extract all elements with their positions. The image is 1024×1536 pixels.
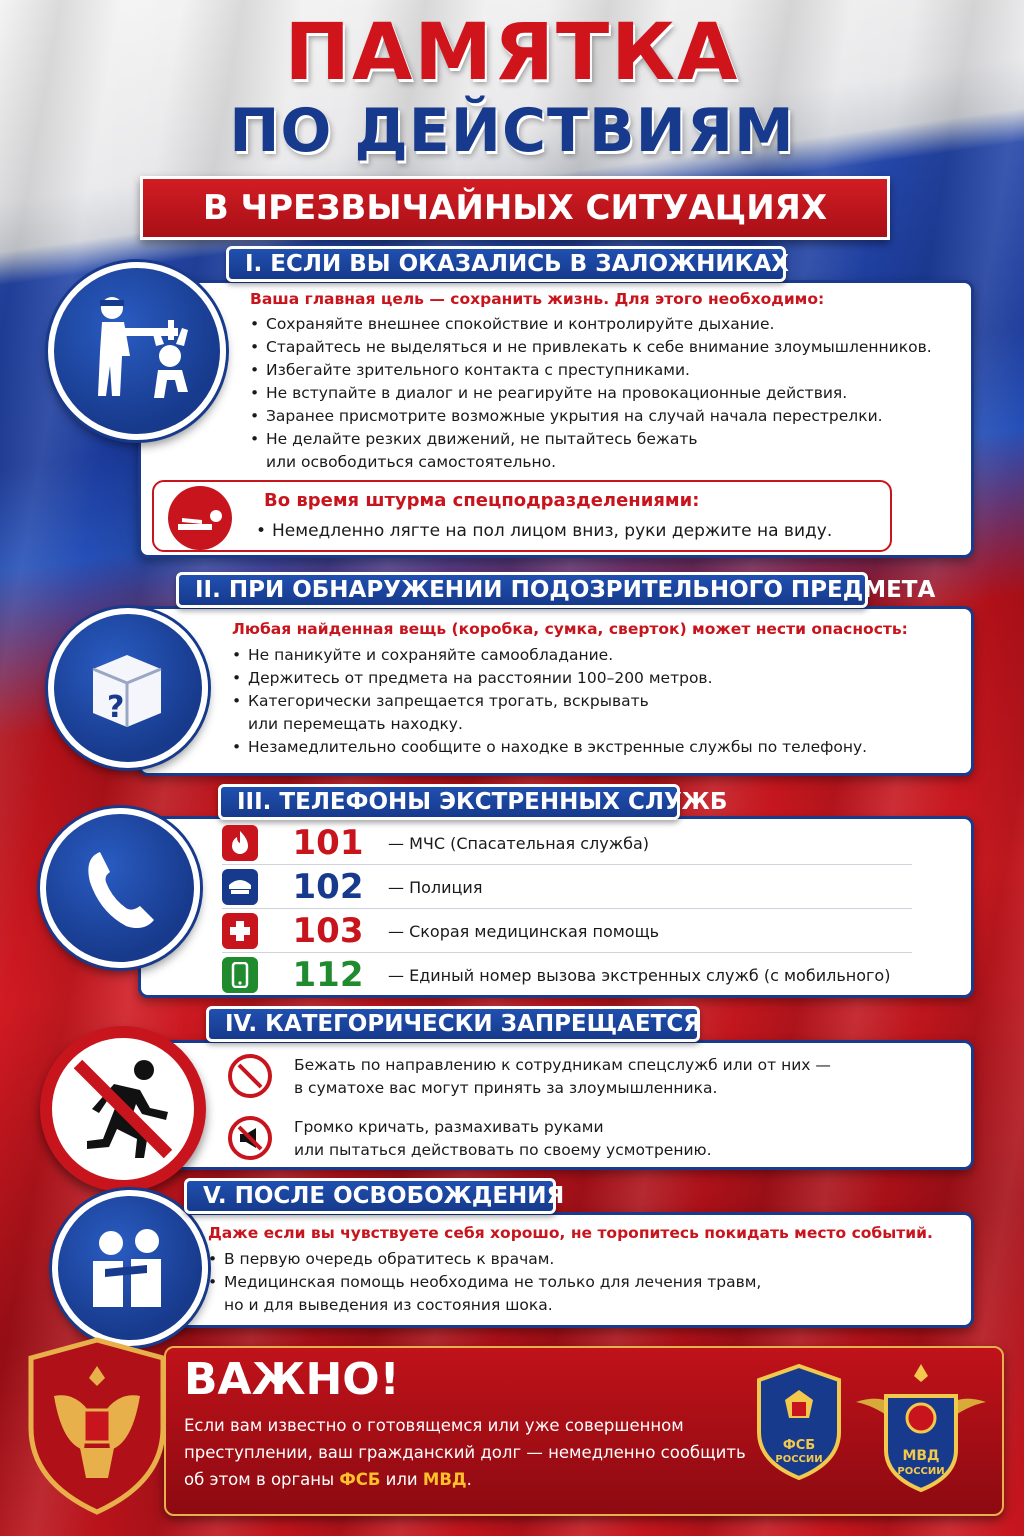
- fsb-badge-title: ФСБ: [782, 1438, 816, 1453]
- section-phones-title: III. ТЕЛЕФОНЫ ЭКСТРЕННЫХ СЛУЖБ: [237, 789, 728, 815]
- phone-row-102: [222, 866, 912, 909]
- list-item: • Медицинская помощь необходима не только для лечения травм, но и для выведения из состояния шока.: [208, 1271, 958, 1317]
- prohibited-icon: [228, 1054, 272, 1098]
- section-after-title: V. ПОСЛЕ ОСВОБОЖДЕНИЯ: [203, 1183, 565, 1209]
- phone-row-103: [222, 910, 912, 953]
- section-phones-heading: [218, 784, 728, 820]
- hostage-icon: [48, 262, 226, 440]
- suspicious-package-icon: [48, 608, 208, 768]
- important-text: [184, 1412, 764, 1493]
- mvd-emblem-icon: [846, 1356, 996, 1496]
- section-hostages-list: [250, 313, 960, 474]
- police-cap-icon: [222, 869, 258, 905]
- phone-number: 101: [292, 823, 364, 863]
- section-suspicious-list: [232, 644, 952, 759]
- no-running-icon: [40, 1026, 206, 1192]
- section-hostages-title: I. ЕСЛИ ВЫ ОКАЗАЛИСЬ В ЗАЛОЖНИКАХ: [245, 251, 790, 277]
- fsb-emblem-icon: [754, 1362, 844, 1482]
- list-item: • Заранее присмотрите возможные укрытия на случай начала перестрелки.: [250, 405, 960, 428]
- medical-cross-icon: [222, 913, 258, 949]
- phone-number: 103: [292, 911, 364, 951]
- support-people-icon: [52, 1190, 208, 1346]
- phone-description: — Полиция: [388, 877, 483, 897]
- highlight-fsb: ФСБ: [339, 1470, 381, 1489]
- phone-description: — МЧС (Спасательная служба): [388, 833, 650, 853]
- section-suspicious-lead: Любая найденная вещь (коробка, сумка, сверток) может нести опасность:: [232, 620, 908, 638]
- prohibited-item: [228, 1054, 831, 1100]
- section-after-list: [208, 1248, 958, 1317]
- important-text-end: .: [466, 1470, 472, 1489]
- svg-text:?: ?: [107, 690, 125, 725]
- list-item: • Немедленно лягте на пол лицом вниз, руки держите на виду.: [256, 520, 876, 543]
- section-suspicious-title: II. ПРИ ОБНАРУЖЕНИИ ПОДОЗРИТЕЛЬНОГО ПРЕДМЕТА: [195, 577, 936, 603]
- mvd-badge-title: МВД: [902, 1448, 940, 1464]
- section-prohibited-title: IV. КАТЕГОРИЧЕСКИ ЗАПРЕЩАЕТСЯ: [225, 1011, 701, 1037]
- phone-number: 112: [292, 955, 364, 995]
- poster-subtitle: ПО ДЕЙСТВИЯМ: [229, 96, 795, 166]
- important-title: ВАЖНО!: [184, 1354, 400, 1405]
- no-megaphone-icon: [228, 1116, 272, 1160]
- important-text-main: Если вам известно о готовящемся или уже совершенном преступлении, ваш гражданский долг — немедленно сообщить об этом в органы: [184, 1416, 746, 1489]
- section-after-lead: Даже если вы чувствуете себя хорошо, не торопитесь покидать место событий.: [208, 1224, 933, 1242]
- prohibited-text: Бежать по направлению к сотрудникам спецслужб или от них — в суматохе вас могут принять за злоумышленника.: [294, 1056, 831, 1097]
- list-item: • Не паникуйте и сохраняйте самообладание.: [232, 644, 952, 667]
- storm-box: [152, 480, 892, 552]
- lying-person-icon: [168, 486, 232, 550]
- storm-list: [256, 520, 876, 543]
- important-box: [164, 1346, 1004, 1516]
- list-item: • Сохраняйте внешнее спокойствие и контролируйте дыхание.: [250, 313, 960, 336]
- fsb-badge-subtitle: РОССИИ: [775, 1454, 823, 1465]
- phone-description: — Единый номер вызова экстренных служб (с мобильного): [388, 965, 891, 985]
- list-item: • Незамедлительно сообщите о находке в экстренные службы по телефону.: [232, 736, 952, 759]
- highlight-mvd: МВД: [422, 1470, 467, 1489]
- list-item: • Избегайте зрительного контакта с преступниками.: [250, 359, 960, 382]
- section-suspicious-heading: [176, 572, 936, 608]
- section-hostages-heading: [226, 246, 790, 282]
- section-after-heading: [184, 1178, 565, 1214]
- ribbon-text: В ЧРЕЗВЫЧАЙНЫХ СИТУАЦИЯХ: [202, 188, 828, 228]
- phone-row-112: [222, 954, 912, 996]
- list-item: • Не делайте резких движений, не пытайтесь бежать или освободиться самостоятельно.: [250, 428, 960, 474]
- russian-coat-of-arms-icon: [24, 1336, 170, 1516]
- list-item: • Не вступайте в диалог и не реагируйте на провокационные действия.: [250, 382, 960, 405]
- list-item: • Старайтесь не выделяться и не привлекать к себе внимание злоумышленников.: [250, 336, 960, 359]
- section-hostages-lead: Ваша главная цель — сохранить жизнь. Для этого необходимо:: [250, 290, 825, 308]
- prohibited-item: [228, 1116, 712, 1162]
- list-item: • В первую очередь обратитесь к врачам.: [208, 1248, 958, 1271]
- important-text-or: или: [380, 1470, 423, 1489]
- phone-handset-icon: [40, 808, 200, 968]
- list-item: • Держитесь от предмета на расстоянии 100–200 метров.: [232, 667, 952, 690]
- phone-row-101: [222, 822, 912, 865]
- phone-description: — Скорая медицинская помощь: [388, 921, 660, 941]
- section-prohibited-heading: [206, 1006, 700, 1042]
- phone-number: 102: [292, 867, 364, 907]
- title-ribbon: [140, 176, 890, 240]
- list-item: • Категорически запрещается трогать, вскрывать или перемещать находку.: [232, 690, 952, 736]
- storm-title: Во время штурма спецподразделениями:: [264, 490, 700, 511]
- mvd-badge-subtitle: РОССИИ: [897, 1466, 945, 1477]
- prohibited-text: Громко кричать, размахивать руками или пытаться действовать по своему усмотрению.: [294, 1118, 712, 1159]
- mobile-phone-icon: [222, 957, 258, 993]
- poster-title: ПАМЯТКА: [284, 8, 740, 98]
- fire-icon: [222, 825, 258, 861]
